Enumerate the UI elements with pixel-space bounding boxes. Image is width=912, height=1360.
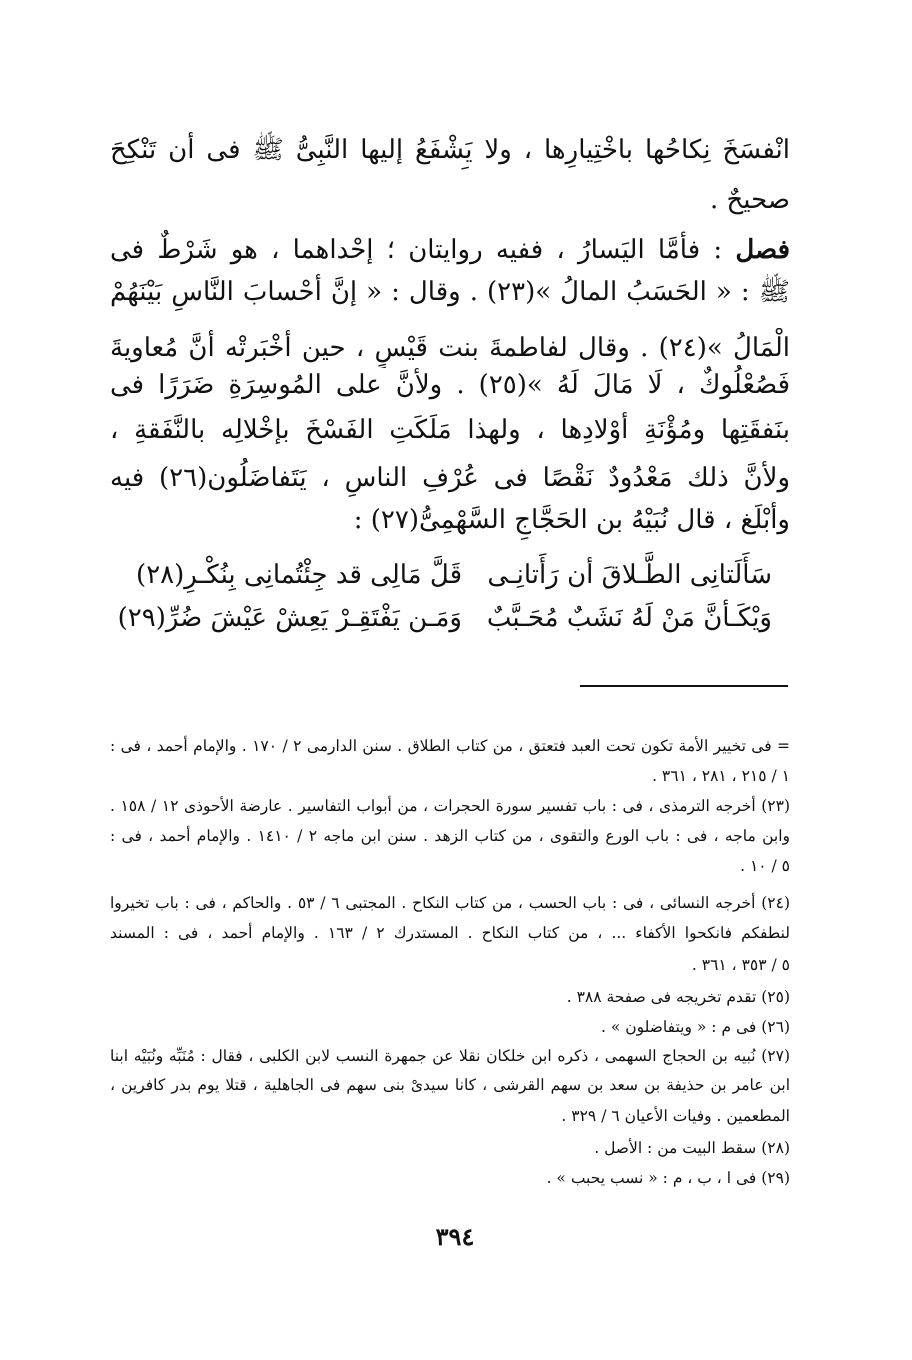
footnote-24-line-3: ٥ / ٣٥٣ ، ٣٦١ . [691,956,790,974]
footnote-28: (٢٨) سقط البيت من : الأصل . [594,1139,790,1157]
footnote-line-2: ١ / ٢١٥ ، ٢٨١ ، ٣٦١ . [652,767,790,785]
footnote-separator [580,685,788,687]
fasl-paragraph-line-2: ﷺ : « الحَسَبُ المالُ »(٢٣) . وقال : « إنَّ أحْسابَ النَّاسِ بَيْنَهُمْ [110,277,790,307]
fasl-heading: فصل [735,235,790,265]
verse-2-second-hemistich: وَمَـن يَفْتَقِـرْ يَعِشْ عَيْشَ ضُرِّ(٢٩) [117,603,462,633]
footnote-26: (٢٦) فى م : « ويتفاضلون » . [600,1018,790,1036]
footnote-27-line-1: (٢٧) نُبيه بن الحجاج السهمى ، ذكره ابن خلكان نقلا عن جمهرة النسب لابن الكلبى ، فقال : مُنَبِّه ونُبَيْه ابنا [110,1047,790,1065]
footnote-23-line-3: ٥ / ١٠ . [740,857,790,875]
footnote-27-line-2: ابن عامر بن حذيفة بن سعد بن سهم القرشى ، كانا سيدىْ بنى سهم فى الجاهلية ، قتلا يوم بدر كافرين ، [110,1076,790,1094]
footnote-23-line-1: (٢٣) أخرجه الترمذى ، فى : باب تفسير سورة الحجرات ، من أبواب التفاسير . عارضة الأحوذى ١٢ / ١٥٨ . [110,797,790,815]
fasl-paragraph-line-6: ولأنَّ ذلك مَعْدُودٌ نَقْصًا فى عُرْفِ الناسِ ، يَتَفاضَلُون(٢٦) فيه [110,463,790,493]
fasl-paragraph-line-5: بنَفقَتِها ومُؤْنَةِ أوْلادِها ، ولهذا مَلَكَتِ الفَسْخَ بإخْلالِه بالنَّفَقةِ ، [110,415,790,445]
body-line-2: صحيحٌ . [709,185,790,215]
fasl-line-1-text: : فأمَّا اليَسارُ ، ففيه روايتان ؛ إحْداهما ، هو شَرْطٌ فى [110,235,723,265]
footnote-25: (٢٥) تقدم تخريجه فى صفحة ٣٨٨ . [566,988,790,1006]
fasl-paragraph-line-3: الْمَالُ »(٢٤) . وقال لفاطمةَ بنت قَيْسٍ ، حين أخْبَرتْه أنَّ مُعاويةَ [110,333,790,363]
footnote-29: (٢٩) فى ا ، ب ، م : « نسب يحبب » . [546,1169,790,1187]
verse-1-first-hemistich: سَأَلَتانِى الطَّـلاقَ أن رَأَتانِـى [487,560,772,590]
footnote-line-1: = فى تخيير الأمة تكون تحت العبد فتعتق ، من كتاب الطلاق . سنن الدارمى ٢ / ١٧٠ . والإمام أحمد ، فى : [110,737,790,755]
fasl-paragraph-line-1 [110,230,790,270]
footnote-24-line-1: (٢٤) أخرجه النسائى ، فى : باب الحسب ، من كتاب النكاح . المجتبى ٦ / ٥٣ . والحاكم ، فى : باب تخيروا [110,894,790,912]
fasl-paragraph-line-4: فَصُعْلُوكٌ ، لَا مَالَ لَهُ »(٢٥) . ولأنَّ على المُوسِرَةِ ضَرَرًا فى [110,370,790,400]
footnote-27-line-3: المطعمين . وفيات الأعيان ٦ / ٣٢٩ . [561,1107,790,1125]
body-line-1: انْفسَخَ نِكاحُها باخْتِيارِها ، ولا يَشْفَعُ إليها النَّبِىُّ ﷺ فى أن تَنْكِحَ [110,135,790,165]
verse-1-second-hemistich: قَلَّ مَالِى قد جِئْتُمانِى بِنُكْـرِ(٢٨) [136,560,462,590]
page-number: ٣٩٤ [435,1222,475,1251]
fasl-paragraph-line-7: وأبْلَغ ، قال نُبَيْهُ بن الحَجَّاجِ السَّهْمِىُّ(٢٧) : [353,505,790,535]
footnote-24-line-2: لنطفكم فانكحوا الأكفاء ... ، من كتاب النكاح . المستدرك ٢ / ١٦٣ . والإمام أحمد ، فى : المسند [110,924,790,942]
footnote-23-line-2: وابن ماجه ، فى : باب الورع والتقوى ، من كتاب الزهد . سنن ابن ماجه ٢ / ١٤١٠ . والإمام أحمد ، فى : [110,827,790,845]
verse-2-first-hemistich: وَيْكَـأنَّ مَنْ لَهُ نَشَبٌ مُحَـبَّبٌ [486,603,772,633]
